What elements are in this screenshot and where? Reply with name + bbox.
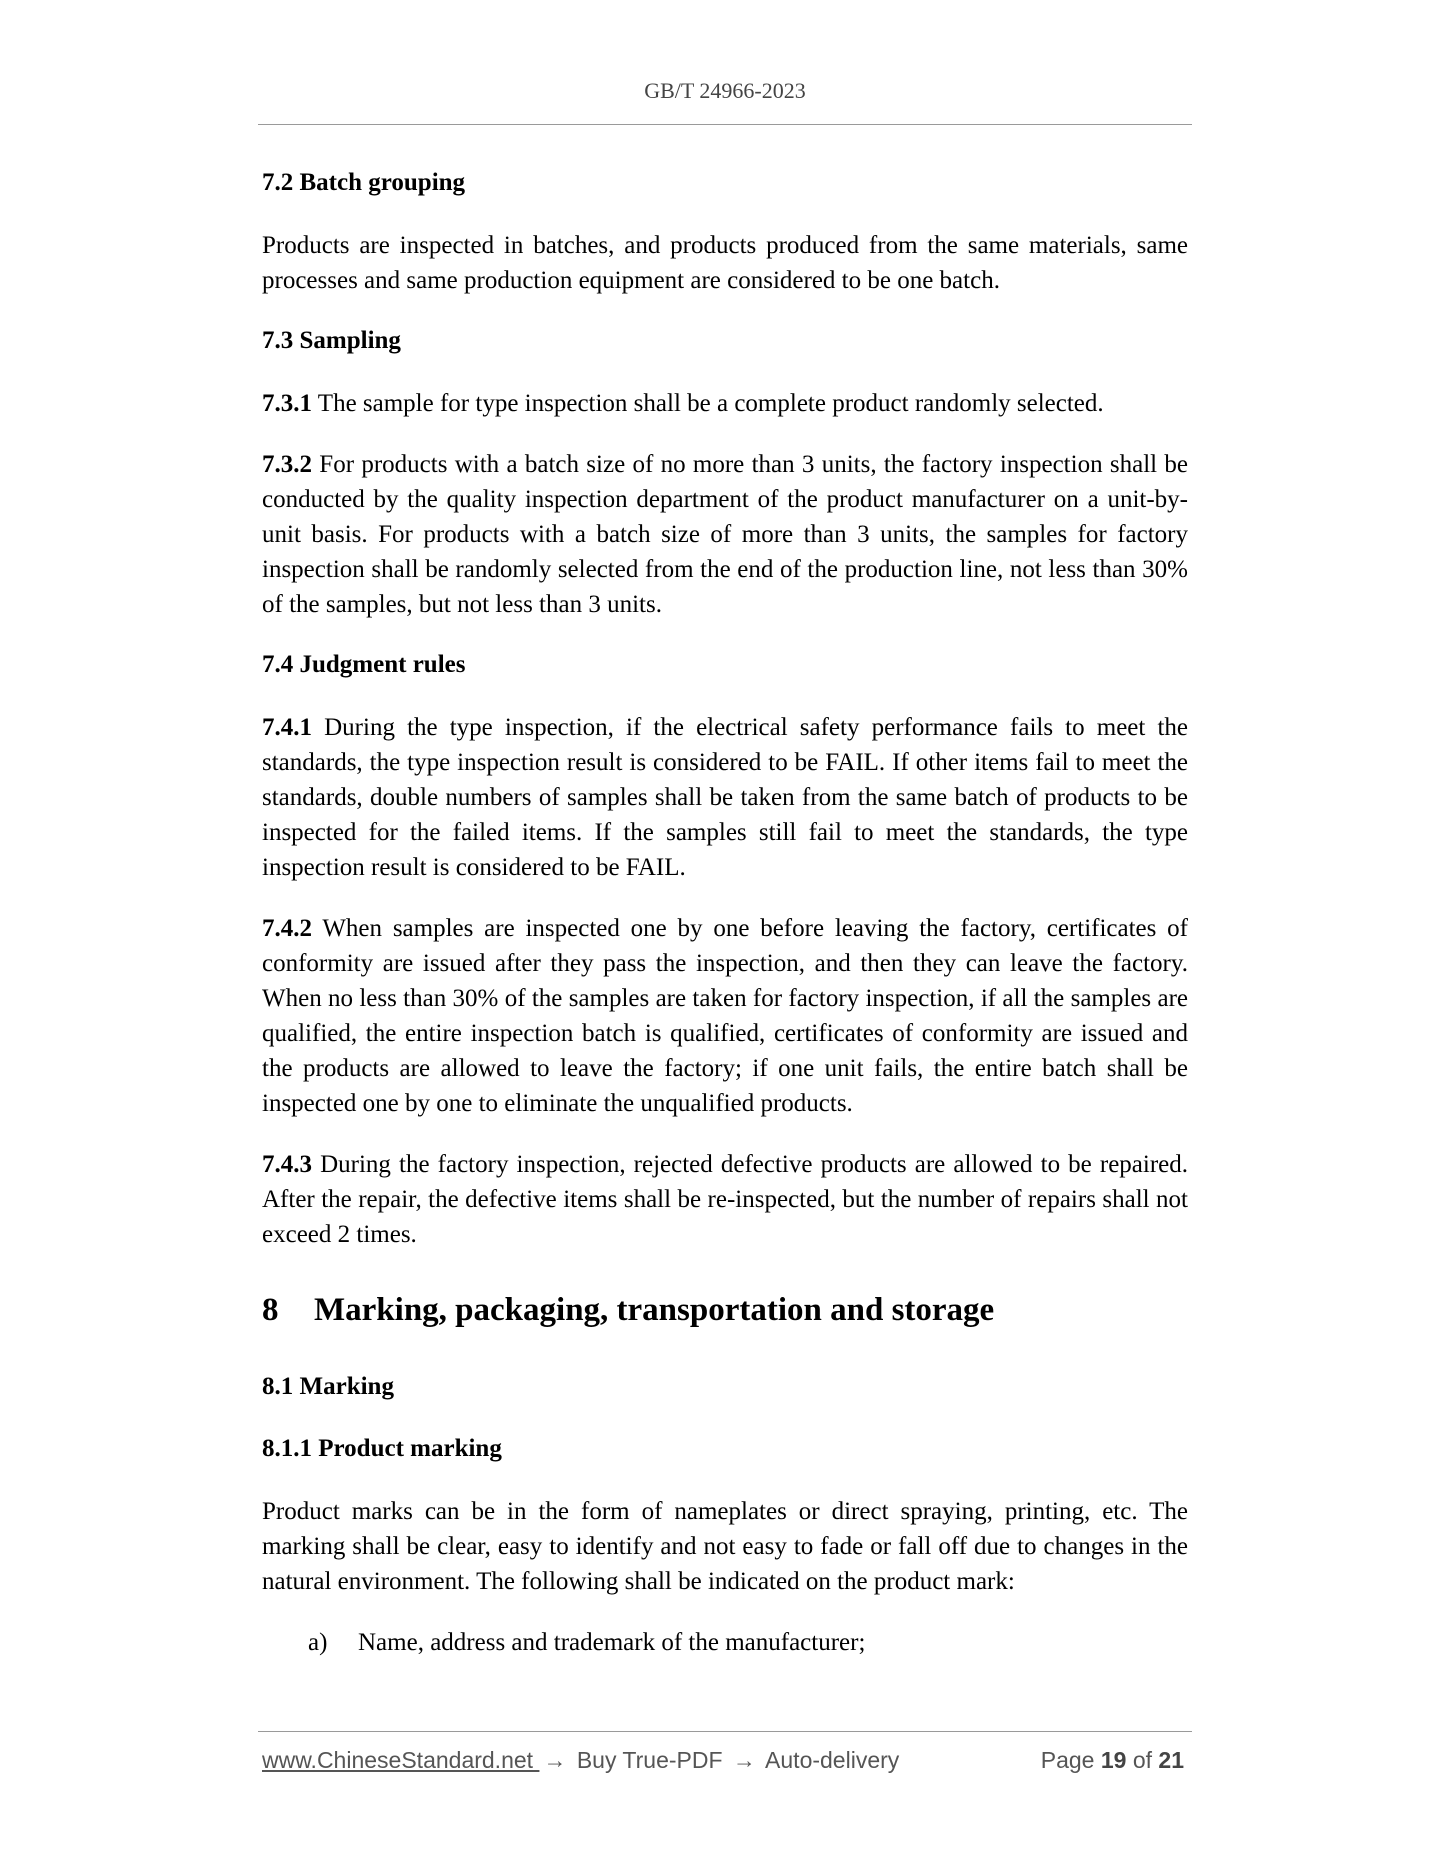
page-number [1041,1747,1184,1774]
arrow-right-icon: → [543,1747,567,1773]
section-7-2-heading: 7.2 Batch grouping [262,169,466,196]
clause-number: 7.3.2 [262,451,312,478]
chapter-number: 8 [262,1292,279,1328]
section-7-4-heading: 7.4 Judgment rules [262,651,466,678]
of-label: of [1126,1747,1159,1773]
list-item-text: Name, address and trademark of the manufacturer; [358,1629,866,1656]
website-link[interactable]: www.ChineseStandard.net [262,1747,540,1773]
page-total: 21 [1158,1747,1184,1773]
clause-number: 7.3.1 [262,390,312,417]
clause-text: For products with a batch size of no more than 3 units, the factory inspection shall be conducted by the quality inspection department of the product manufacturer on a unit-by-unit basis. For products with a batch size of more than 3 units, the samples for factory inspection shall be randomly selected from the end of the production line, not less than 30% of the samples, but not less than 3 units. [262,451,1188,618]
section-7-2-paragraph: Products are inspected in batches, and products produced from the same materials, same processes and same production equipment are considered to be one batch. [262,232,1188,294]
clause-7-3-1 [262,386,1188,421]
clause-text: During the factory inspection, rejected defective products are allowed to be repaired. After the repair, the defective items shall be re-inspected, but the number of repairs shall not exceed 2 times. [262,1151,1188,1248]
header-divider [258,124,1192,125]
page-label: Page [1040,1747,1101,1773]
clause-number: 7.4.3 [262,1151,312,1178]
section-7-3-heading: 7.3 Sampling [262,327,401,354]
list-marker: a) [308,1629,328,1656]
clause-7-4-1 [262,710,1188,885]
clause-number: 7.4.1 [262,714,312,741]
clause-text: During the type inspection, if the electrical safety performance fails to meet the standards, the type inspection result is considered to be FAIL. If other items fail to meet the standards, double numbers of samples shall be taken from the same batch of products to be inspected for the failed items. If the samples still fail to meet the standards, the type inspection result is considered to be FAIL. [262,714,1188,881]
page-current: 19 [1100,1747,1127,1773]
section-8-1-heading: 8.1 Marking [262,1373,394,1400]
clause-text: When samples are inspected one by one before leaving the factory, certificates of conformity are issued after they pass the inspection, and then they can leave the factory. When no less than 30% of the samples are taken for factory inspection, if all the samples are qualified, the entire inspection batch is qualified, certificates of conformity are issued and the products are allowed to leave the factory; if one unit fails, the entire batch shall be inspected one by one to eliminate the unqualified products. [262,915,1188,1117]
footer-promo [262,1747,899,1774]
chapter-8-heading [262,1290,1188,1330]
clause-number: 7.4.2 [262,915,312,942]
chapter-title: Marking, packaging, transportation and storage [314,1292,995,1328]
page-footer [262,1747,1188,1779]
section-8-1-1-paragraph: Product marks can be in the form of nameplates or direct spraying, printing, etc. The marking shall be clear, easy to identify and not easy to fade or fall off due to changes in the natural environment. The following shall be indicated on the product mark: [262,1498,1188,1595]
section-8-1-1-heading: 8.1.1 Product marking [262,1435,502,1462]
clause-text: The sample for type inspection shall be a complete product randomly selected. [312,390,1104,417]
document-header-id: GB/T 24966-2023 [644,78,806,103]
footer-divider [258,1731,1192,1732]
clause-7-4-2 [262,911,1188,1121]
clause-7-3-2 [262,447,1188,622]
list-item [308,1625,1188,1660]
page-content [262,166,1188,1660]
arrow-right-icon: → [732,1747,756,1773]
clause-7-4-3 [262,1147,1188,1252]
auto-delivery-text: Auto-delivery [759,1747,900,1773]
buy-true-pdf-text: Buy True-PDF [570,1747,729,1773]
